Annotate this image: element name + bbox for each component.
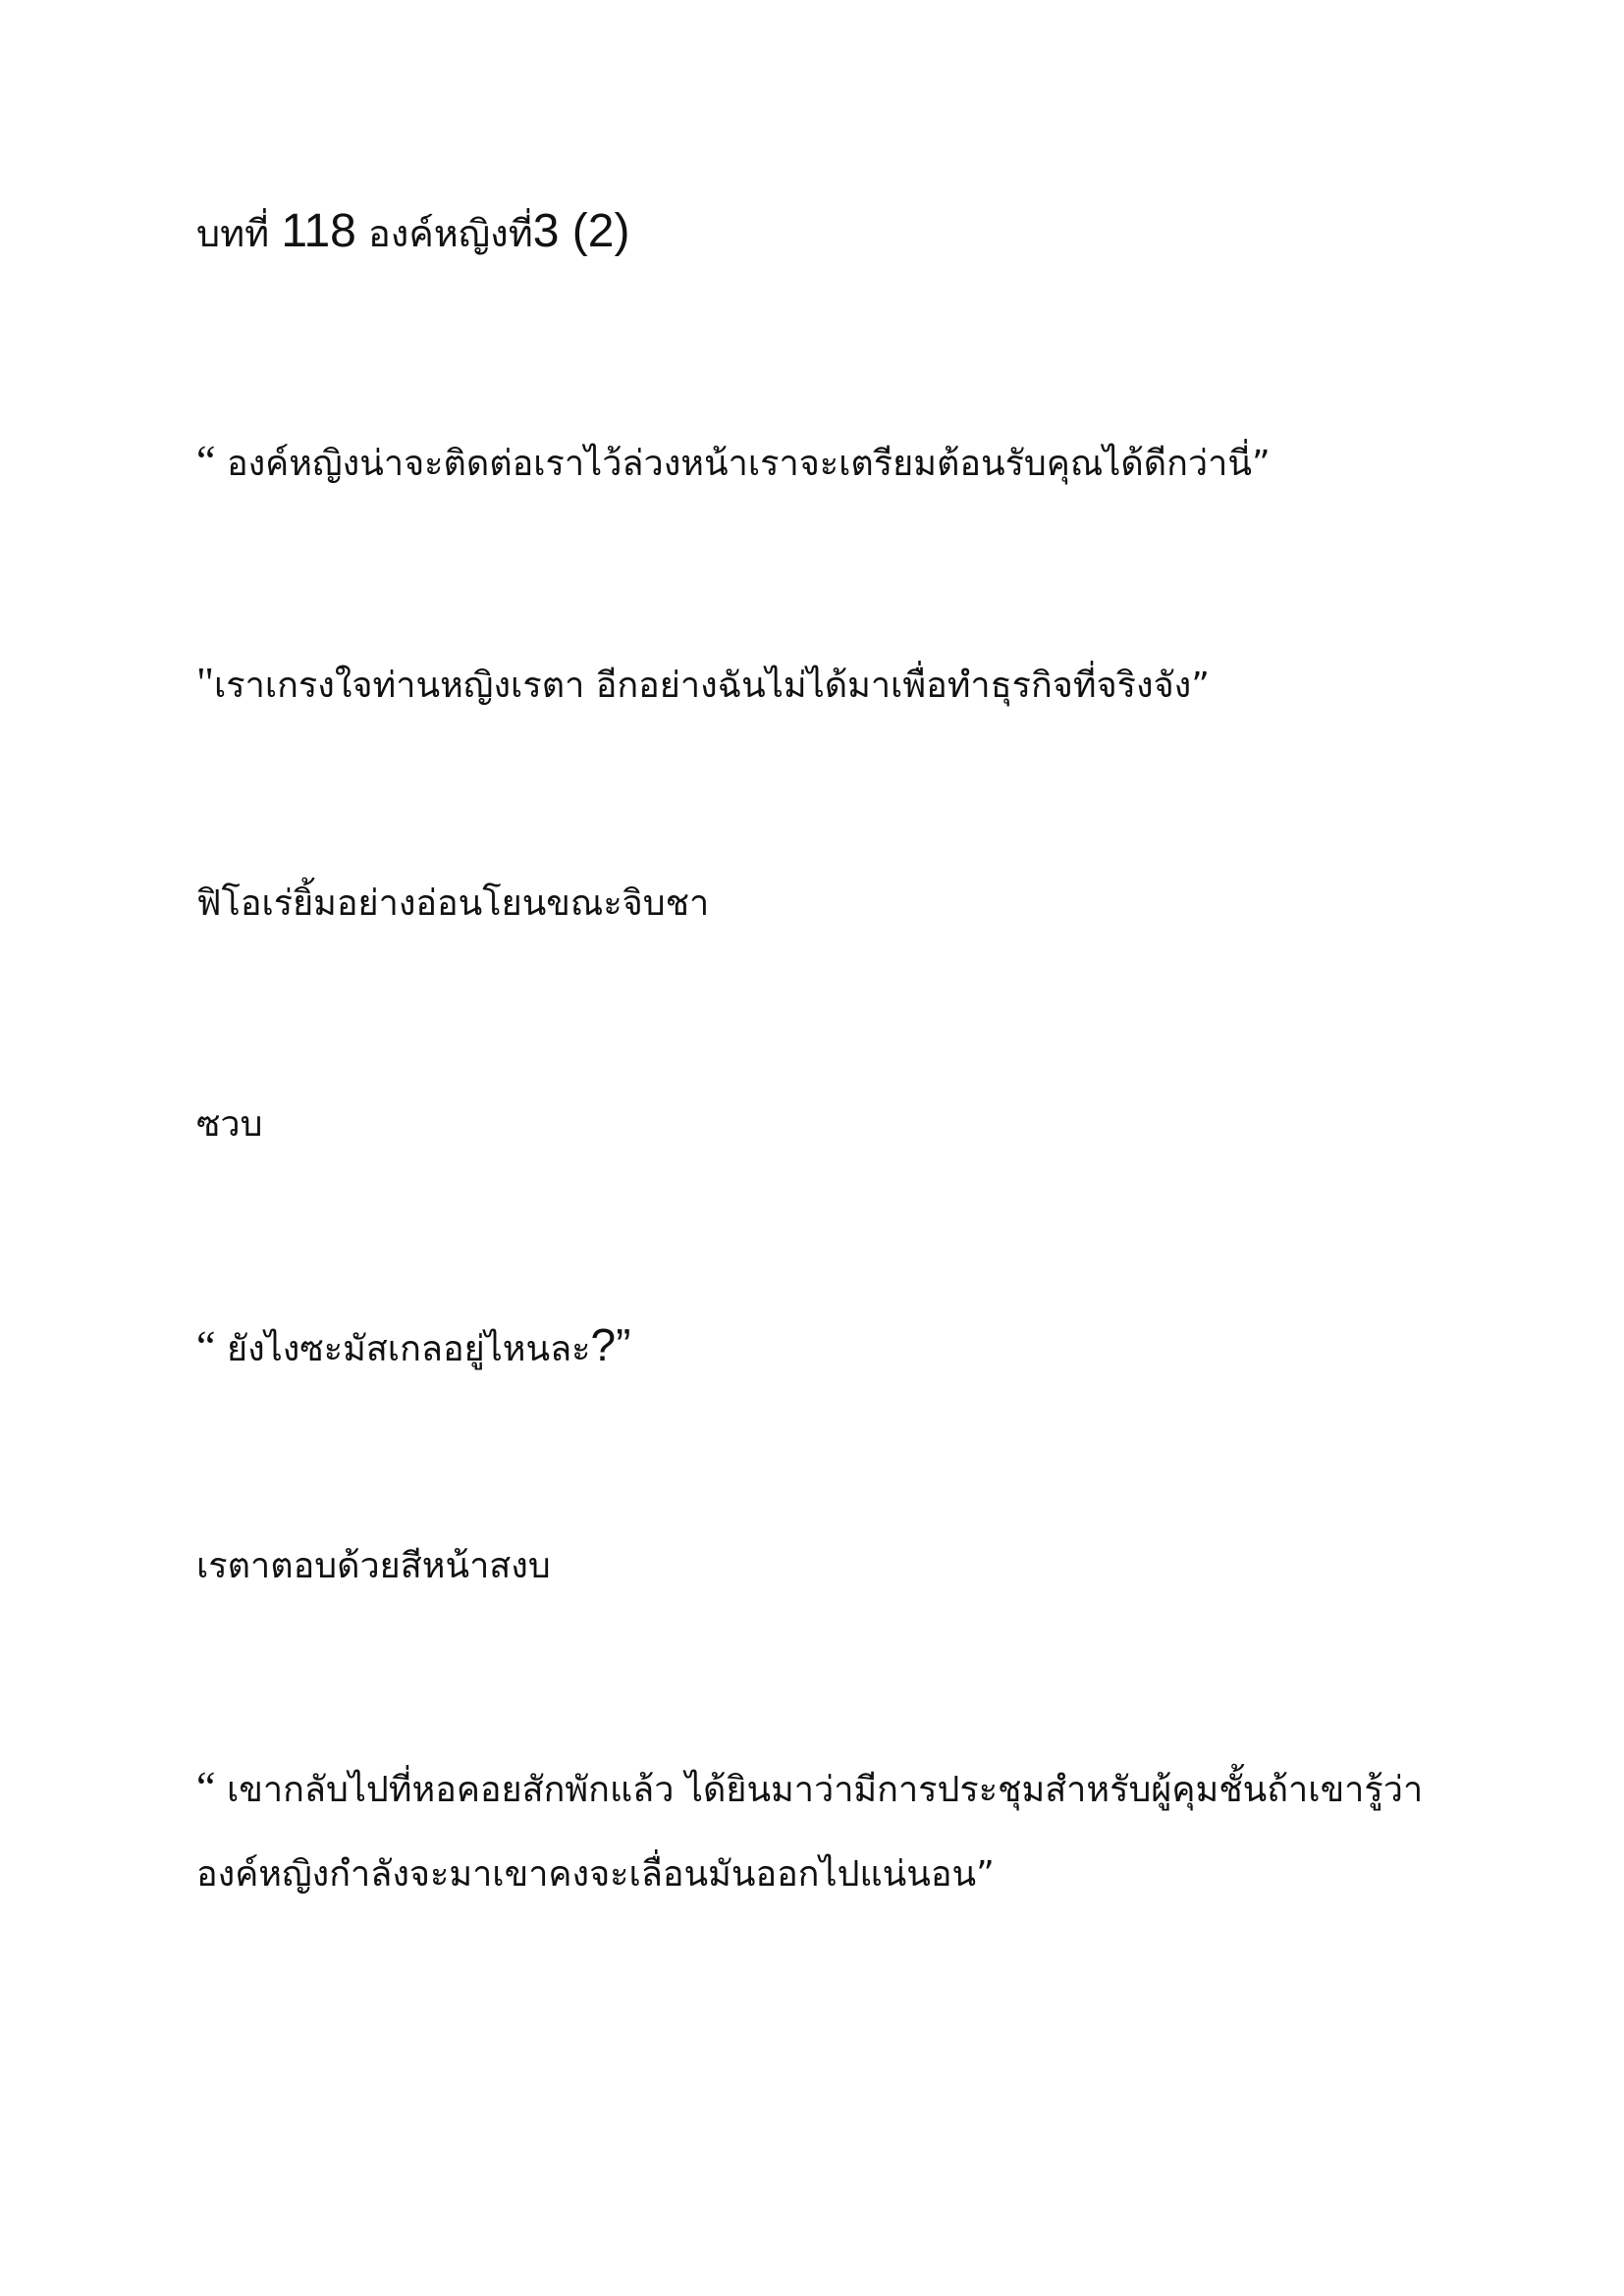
chapter-title — [196, 204, 1434, 261]
paragraph-text: ซวบ — [196, 1104, 263, 1145]
paragraph-text: องค์หญิงกำลังจะมาเขาคงจะเลื่อนมันออกไปแน่นอน — [196, 1854, 977, 1895]
close-quote: ” — [976, 1854, 995, 1895]
paragraph-text: เรตาตอบด้วยสีหน้าสงบ — [196, 1546, 551, 1586]
paragraph-text: เขากลับไปที่หอคอยสักพักแล้ว ได้ยินมาว่ามีการประชุมสำหรับผู้คุมชั้นถ้าเขารู้ว่า — [215, 1770, 1424, 1810]
close-quote: ” — [1251, 444, 1271, 484]
open-quote: “ — [196, 1322, 216, 1370]
paragraph — [196, 1543, 1434, 1590]
open-quote: “ — [196, 437, 216, 485]
paragraph-text: ฟิโอเร่ยิ้มอย่างอ่อนโยนขณะจิบชา — [196, 883, 710, 924]
paragraph — [196, 881, 1434, 928]
open-quote: " — [196, 659, 214, 707]
close-quote: ” — [1191, 666, 1210, 706]
paragraph-text: เราเกรงใจท่านหญิงเรตา อีกอย่างฉันไม่ได้มาเพื่อทำธุรกิจที่จริงจัง — [213, 666, 1192, 706]
paragraph — [196, 438, 1434, 488]
chapter-part: 3 (2) — [532, 205, 630, 257]
open-quote: “ — [196, 1763, 216, 1811]
paragraph-text: องค์หญิงน่าจะติดต่อเราไว้ล่วงหน้าเราจะเตรียมต้อนรับคุณได้ดีกว่านี่ — [215, 444, 1252, 484]
chapter-name: องค์หญิงที่ — [367, 212, 533, 255]
paragraph-continuation — [196, 1851, 1434, 1898]
chapter-number: 118 — [281, 205, 356, 257]
paragraph — [196, 660, 1434, 710]
paragraph-text: ยังไงซะมัสเกลอยู่ไหนละ — [215, 1329, 591, 1369]
close-quote: ?” — [590, 1319, 631, 1370]
paragraph — [196, 1764, 1434, 1814]
chapter-prefix: บทที่ — [196, 212, 270, 255]
paragraph — [196, 1321, 1434, 1373]
paragraph — [196, 1101, 1434, 1148]
